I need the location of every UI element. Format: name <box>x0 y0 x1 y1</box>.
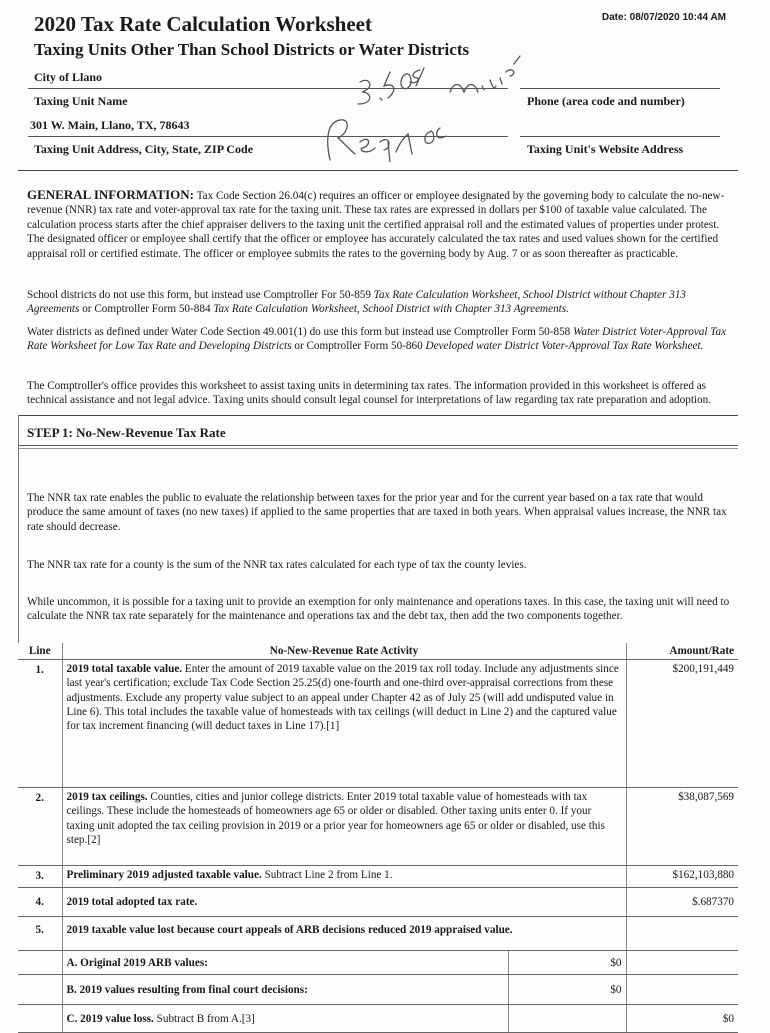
date-stamp: Date: 08/07/2020 10:44 AM <box>601 12 726 23</box>
table-row <box>18 888 738 917</box>
step-1-heading: STEP 1: No-New-Revenue Tax Rate <box>27 425 226 440</box>
column-header-activity: No-New-Revenue Rate Activity <box>62 643 626 660</box>
line-description: 2019 taxable value lost because court appeals of ARB decisions reduced 2019 appraised value. <box>62 917 626 951</box>
line-amount: $.687370 <box>626 888 738 917</box>
table-row <box>18 660 738 788</box>
subline-amount: $0 <box>508 951 626 975</box>
line-amount <box>626 975 738 1005</box>
worksheet-title: 2020 Tax Rate Calculation Worksheet <box>34 12 372 36</box>
subline-amount <box>508 1005 626 1033</box>
table-subrow <box>18 975 738 1005</box>
taxing-unit-address-label: Taxing Unit Address, City, State, ZIP Code <box>34 142 254 156</box>
handwritten-annotation <box>300 42 530 162</box>
table-subrow <box>18 1005 738 1033</box>
line-description: Preliminary 2019 adjusted taxable value. Subtract Line 2 from Line 1. <box>62 866 626 888</box>
line-description: 2019 total adopted tax rate. <box>62 888 626 917</box>
phone-label: Phone (area code and number) <box>527 94 685 108</box>
comptroller-paragraph: The Comptroller's office provides this worksheet to assist taxing units in determining tax rates. The information provided in this worksheet is offered as technical assistance and not legal advice. Taxing units should consult legal counsel for interpretations of law regarding tax rate preparation and adoption. <box>27 380 712 407</box>
table-row <box>18 788 738 866</box>
line-number: 2. <box>18 788 62 866</box>
line-description: 2019 tax ceilings. Counties, cities and junior college districts. Enter 2019 total taxable value of homesteads with tax ceilings. These include the homesteads of homeowners age 65 or older or disabled. Other taxing units enter 0. If your taxing unit adopted the tax ceiling provision in 2019 or a prior year for homeowners age 65 or older or disabled, use this step.[2] <box>62 788 626 866</box>
line-amount <box>626 951 738 975</box>
line-amount <box>626 917 738 951</box>
line-description: 2019 total taxable value. Enter the amount of 2019 taxable value on the 2019 tax roll today. Include any adjustments since last year's certification; exclude Tax Code Section 25.25(d) one-fourth and one-third over-appraisal corrections from these adjustments. Exclude any property value subject to an appeal under Chapter 42 as of July 25 (will add undisputed value in Line 6). This total includes the taxable value of homesteads with tax ceilings (will deduct in Line 2) and the captured value for tax increment financing (will deduct taxes in Line 17).[1] <box>62 660 626 788</box>
school-districts-paragraph: School districts do not use this form, but instead use Comptroller For 50-859 Tax Rate Calculation Worksheet, School District without Chapter 313 Agreements or Comptroller Form 50-884 Tax Rate Calculation Worksheet, School District with Chapter 313 Agreements. <box>27 289 686 316</box>
subline-amount: $0 <box>508 975 626 1005</box>
line-amount: $200,191,449 <box>626 660 738 788</box>
line-number: 1. <box>18 660 62 788</box>
table-header-row <box>18 643 738 660</box>
line-number: 5. <box>18 917 62 951</box>
nnr-county-paragraph: The NNR tax rate for a county is the sum of the NNR tax rates calculated for each type of tax the county levies. <box>27 559 527 571</box>
subline-description: A. Original 2019 ARB values: <box>62 951 508 975</box>
table-row <box>18 917 738 951</box>
line-number: 3. <box>18 866 62 888</box>
column-header-line: Line <box>18 643 62 660</box>
general-information-lead: GENERAL INFORMATION: <box>27 187 194 202</box>
subline-description: C. 2019 value loss. Subtract B from A.[3] <box>62 1005 508 1033</box>
water-districts-paragraph: Water districts as defined under Water Code Section 49.001(1) do use this form but instead use Comptroller Form 50-858 Water District Voter-Approval Tax Rate Worksheet for Low Tax Rate and Developing Districts or Comptroller Form 50-860 Developed water District Voter-Approval Tax Rate Worksheet. <box>27 326 727 353</box>
nnr-exemption-paragraph: While uncommon, it is possible for a taxing unit to provide an exemption for only maintenance and operations taxes. In this case, the taxing unit will need to calculate the NNR tax rate separately for the maintenance and operations tax and the debt tax, then add the two components together. <box>27 596 730 623</box>
column-header-amount: Amount/Rate <box>626 643 738 660</box>
line-amount: $38,087,569 <box>626 788 738 866</box>
nnr-intro-paragraph: The NNR tax rate enables the public to evaluate the relationship between taxes for the prior year and for the current year based on a tax rate that would produce the same amount of taxes (no new taxes) if applied to the same properties that are taxed in both years. When appraisal values increase, the NNR tax rate should decrease. <box>27 492 727 533</box>
general-information-paragraph: GENERAL INFORMATION: Tax Code Section 26.04(c) requires an officer or employee designated by the governing body to calculate the no-new-revenue (NNR) tax rate and voter-approval tax rate for the taxing unit. These tax rates are expressed in dollars per $100 of taxable value calculated. The calculation process starts after the chief appraiser delivers to the taxing unit the certified appraisal roll and the estimated values of properties under protest. The designated officer or employee shall certify that the officer or employee has accurately calculated the tax rates and used values shown for the certified appraisal roll or certified estimate. The officer or employee submits the rates to the governing body by Aug. 7 or as soon thereafter as practicable. <box>27 187 725 260</box>
taxing-unit-name-label: Taxing Unit Name <box>34 94 128 108</box>
table-subrow <box>18 951 738 975</box>
nnr-rate-table <box>18 643 738 1033</box>
worksheet-subtitle: Taxing Units Other Than School Districts or Water Districts <box>34 40 470 59</box>
line-number: 4. <box>18 888 62 917</box>
table-row <box>18 866 738 888</box>
taxing-unit-name-value: City of Llano <box>34 70 103 84</box>
line-amount: $0 <box>626 1005 738 1033</box>
website-label: Taxing Unit's Website Address <box>527 142 684 156</box>
line-amount: $162,103,880 <box>626 866 738 888</box>
subline-description: B. 2019 values resulting from final court decisions: <box>62 975 508 1005</box>
taxing-unit-address-value: 301 W. Main, Llano, TX, 78643 <box>30 118 190 132</box>
